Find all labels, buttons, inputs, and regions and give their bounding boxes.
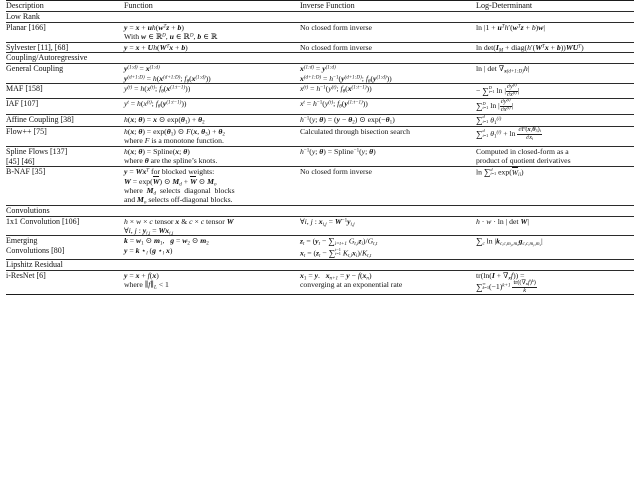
row-inverse-bnaf: No closed form inverse bbox=[300, 167, 476, 206]
table-row-spline-flows bbox=[6, 146, 634, 167]
formula-line: $y = x + uh(w^Tz + b)$ bbox=[124, 22, 184, 32]
row-description-flowpp: Flow++ [75] bbox=[6, 126, 124, 146]
formula-line: h(x; $\theta) = \exp(\theta_1)$ ⊙ F(x, $\theta_3) + \theta_2$ bbox=[124, 126, 225, 138]
formula-line: h(x; θ) = Spline(x; θ) bbox=[124, 146, 190, 156]
normalizing-flows-comparison-table bbox=[6, 0, 634, 295]
table-row-iresnet bbox=[6, 270, 634, 295]
section-label-lipshitz-residual: Lipshitz Residual bbox=[6, 259, 634, 270]
row-inverse-iaf: $x^t = h^{-1}(y^{(t)}$; $f_\theta(y^{(1:t-1)})$) bbox=[300, 99, 476, 115]
row-description-conv1x1: 1x1 Convolution [106] bbox=[6, 216, 124, 236]
table-header-row bbox=[6, 1, 634, 12]
row-logdet-iresnet bbox=[476, 270, 634, 295]
row-description-iresnet: i-ResNet [6] bbox=[6, 270, 124, 295]
formula-line: ∑ ∞ k=1 $(-1)^{k+1}$ $\frac{tr((\nabla_xf)^k)}{k}$ bbox=[476, 277, 536, 294]
row-function-maf: $y^{(t)} = h(x^{(t)}$; $f_\theta(x^{(1:t-1)})$) bbox=[124, 83, 300, 99]
formula-line: h × w × c tensor x & c × c tensor W bbox=[124, 216, 234, 226]
formula-line: y = x + f(x) bbox=[124, 270, 159, 280]
row-function-affine-coupling: h(x; θ) = x ⊙ $\exp(\theta_1) + \theta_2$ bbox=[124, 114, 300, 126]
row-function-general-coupling bbox=[124, 64, 300, 84]
row-logdet-spline-flows bbox=[476, 146, 634, 167]
section-label-coupling-autoregressive: Coupling/Autoregressive bbox=[6, 53, 634, 64]
table-row-conv1x1 bbox=[6, 216, 634, 236]
row-description-maf: MAF [158] bbox=[6, 83, 124, 99]
column-header-description: Description bbox=[6, 1, 124, 12]
formula-line: $y^{(1:d)} = x^{(1:d)}$ bbox=[124, 64, 160, 74]
description-line: Spline Flows [137] bbox=[6, 146, 68, 156]
row-logdet-general-coupling: ln | $\det \nabla_{x(d+1:D)}h|$ bbox=[476, 64, 634, 84]
table-row-emerging-convolutions bbox=[6, 236, 634, 259]
section-row-coupling-autoregressive bbox=[6, 53, 634, 64]
formula-line: $y = Wx^T$ for blocked weights: bbox=[124, 167, 215, 177]
section-row-low-rank bbox=[6, 11, 634, 22]
row-logdet-iaf: ∑ D t=1 ln | $\frac{\partial y^{(t)}}{\partial x^{(t)}}$ | bbox=[476, 99, 634, 115]
row-inverse-maf: $x^{(t)} = h^{-1}(y^{(t)}$; $f_\theta(x^{(1:t-1)})$) bbox=[300, 83, 476, 99]
section-row-lipshitz-residual bbox=[6, 259, 634, 270]
formula-line: With w ∈ ℝ$^D$, u ∈ ℝ$^D$, b ∈ ℝ bbox=[124, 32, 218, 42]
formula-line: where $M_d$ selects diagonal blocks bbox=[124, 186, 235, 197]
row-inverse-flowpp: Calculated through bisection search bbox=[300, 126, 476, 146]
table-row-flowpp bbox=[6, 126, 634, 146]
row-function-conv1x1 bbox=[124, 216, 300, 236]
table-row-maf bbox=[6, 83, 634, 99]
row-function-bnaf bbox=[124, 167, 300, 206]
row-inverse-affine-coupling: $h^{-1}(y$; $\theta) = (y - \theta_2)$ ⊙ $\exp(-\theta_1)$ bbox=[300, 114, 476, 126]
row-logdet-affine-coupling: ∑ d i=1 $\theta_1^{(i)}$ bbox=[476, 114, 634, 126]
row-logdet-planar: $\ln |1 + u^Th'(w^Tz + b)w|$ bbox=[476, 22, 634, 42]
description-line: Emerging bbox=[6, 236, 38, 246]
table-row-sylvester bbox=[6, 42, 634, 53]
formula-line: where F is a monotone function. bbox=[124, 136, 224, 146]
table-row-affine-coupling bbox=[6, 114, 634, 126]
row-description-bnaf: B-NAF [35] bbox=[6, 167, 124, 206]
table-row-iaf bbox=[6, 99, 634, 115]
column-header-log-determinant: Log-Determinant bbox=[476, 1, 634, 12]
row-inverse-planar: No closed form inverse bbox=[300, 22, 476, 42]
row-logdet-flowpp: ∑ d i=1 $\theta_1^{(i)} + \ln$ $\frac{\partial F(x,\theta_3)_i}{\partial x_i}$ bbox=[476, 126, 634, 146]
row-function-sylvester bbox=[124, 42, 300, 53]
row-logdet-maf: − ∑ D t=1 ln | $\frac{\partial y^{(t)}}{\partial x^{(t)}}$ | bbox=[476, 83, 634, 99]
row-description-planar: Planar [166] bbox=[6, 22, 124, 42]
formula-line: ∀i, j : $y_{i,j} = Wx_{i,j}$ bbox=[124, 226, 174, 237]
row-description-emerging-convolutions bbox=[6, 236, 124, 259]
section-row-convolutions bbox=[6, 205, 634, 216]
row-description-iaf: IAF [107] bbox=[6, 99, 124, 115]
column-header-function: Function bbox=[124, 1, 300, 12]
row-logdet-emerging-convolutions: $\sum_c$ $\ln |k_{c,c,m_y,m_x}g_{c,c,m_y,m_x}|$ bbox=[476, 236, 634, 259]
row-description-affine-coupling: Affine Coupling [38] bbox=[6, 114, 124, 126]
formula-line: $x^{(1:d)} = y^{(1:d)}$ bbox=[300, 64, 336, 74]
formula-line: $y^{(d+1:D)} = h(x^{(d+1:D)}$; $f_\theta(x^{(1:d)})$) bbox=[124, 73, 211, 84]
description-line: Convolutions [80] bbox=[6, 246, 65, 256]
bottom-rule-cell bbox=[6, 295, 634, 296]
row-function-iresnet bbox=[124, 270, 300, 295]
section-label-convolutions: Convolutions bbox=[6, 205, 634, 216]
row-inverse-spline-flows: $h^{-1}(y$; θ) = Spline$^{-1}$(y; θ) bbox=[300, 146, 476, 167]
row-logdet-sylvester: $\ln \det(I_M$ + $diag(h'(W^Tx + b))WU^T$) bbox=[476, 42, 634, 53]
text-line: product of quotient derivatives bbox=[476, 156, 571, 166]
formula-line: W = exp( W) ⊙ $M_d$ + W ⊙ $M_o$ bbox=[124, 176, 217, 188]
formula-line: $z_t = (y_t - \sum_{i=t+1}$ $G_{t,i}z_i)/G_{t,t}$ bbox=[300, 236, 378, 248]
row-description-general-coupling: General Coupling bbox=[6, 64, 124, 84]
formula-line: y = k $⋆_l$ (g $⋆_l$ x) bbox=[124, 245, 173, 257]
formula-line: and $M_o$ selects off-diagonal blocks. bbox=[124, 195, 233, 206]
row-function-spline-flows bbox=[124, 146, 300, 167]
row-function-emerging-convolutions bbox=[124, 236, 300, 259]
row-logdet-bnaf: ln ∑ d i=1 exp( $W_{ii}$) bbox=[476, 167, 634, 206]
formula-line: converging at an exponential rate bbox=[300, 279, 403, 289]
formula-line: $k = w_1$ ⊙ $m_1$, $g = w_2$ ⊙ $m_2$ bbox=[124, 236, 209, 247]
row-inverse-sylvester: No closed form inverse bbox=[300, 42, 476, 53]
formula-line: $x^{(d+1:D)} = h^{-1}(y^{(d+1:D)}$; $f_\theta(y^{(1:d)})$) bbox=[300, 73, 392, 84]
row-logdet-conv1x1: h · w · ln | det W| bbox=[476, 216, 634, 236]
text-line: Computed in closed-form as a bbox=[476, 146, 569, 156]
formula-line: $y = x + Uh(W^Tx + b)$ bbox=[124, 42, 188, 52]
table-row-planar bbox=[6, 22, 634, 42]
section-label-low-rank: Low Rank bbox=[6, 11, 634, 22]
row-function-flowpp bbox=[124, 126, 300, 146]
table-bottom-rule bbox=[6, 295, 634, 296]
row-inverse-general-coupling bbox=[300, 64, 476, 84]
row-inverse-iresnet bbox=[300, 270, 476, 295]
row-function-planar bbox=[124, 22, 300, 42]
column-header-inverse-function: Inverse Function bbox=[300, 1, 476, 12]
formula-line: where $\parallel f\parallel_L < 1$ bbox=[124, 279, 169, 291]
row-inverse-emerging-convolutions bbox=[300, 236, 476, 259]
row-description-spline-flows bbox=[6, 146, 124, 167]
row-inverse-conv1x1: ∀i, j : $x_{i,j} = W^{-1}y_{i,j}$ bbox=[300, 216, 476, 236]
formula-line: where θ are the spline’s knots. bbox=[124, 156, 218, 166]
row-function-iaf: $y^t = h(x^{(t)}$; $f_\theta(y^{(1:t-1)})$) bbox=[124, 99, 300, 115]
formula-line: $x_t = (z_t$ − ∑ t−1 i=1 $K_{t,i}x_i)/K_{t,t}$ bbox=[300, 247, 372, 259]
formula-line: $x_1 = y$. $x_{n+1} = y - f(x_n)$ bbox=[300, 270, 372, 281]
table-row-general-coupling bbox=[6, 64, 634, 84]
formula-line: $tr(\ln(I + \nabla_xf))$ = bbox=[476, 270, 525, 281]
row-description-sylvester: Sylvester [11], [68] bbox=[6, 42, 124, 53]
description-line: [45] [46] bbox=[6, 156, 35, 166]
table-row-bnaf bbox=[6, 167, 634, 206]
